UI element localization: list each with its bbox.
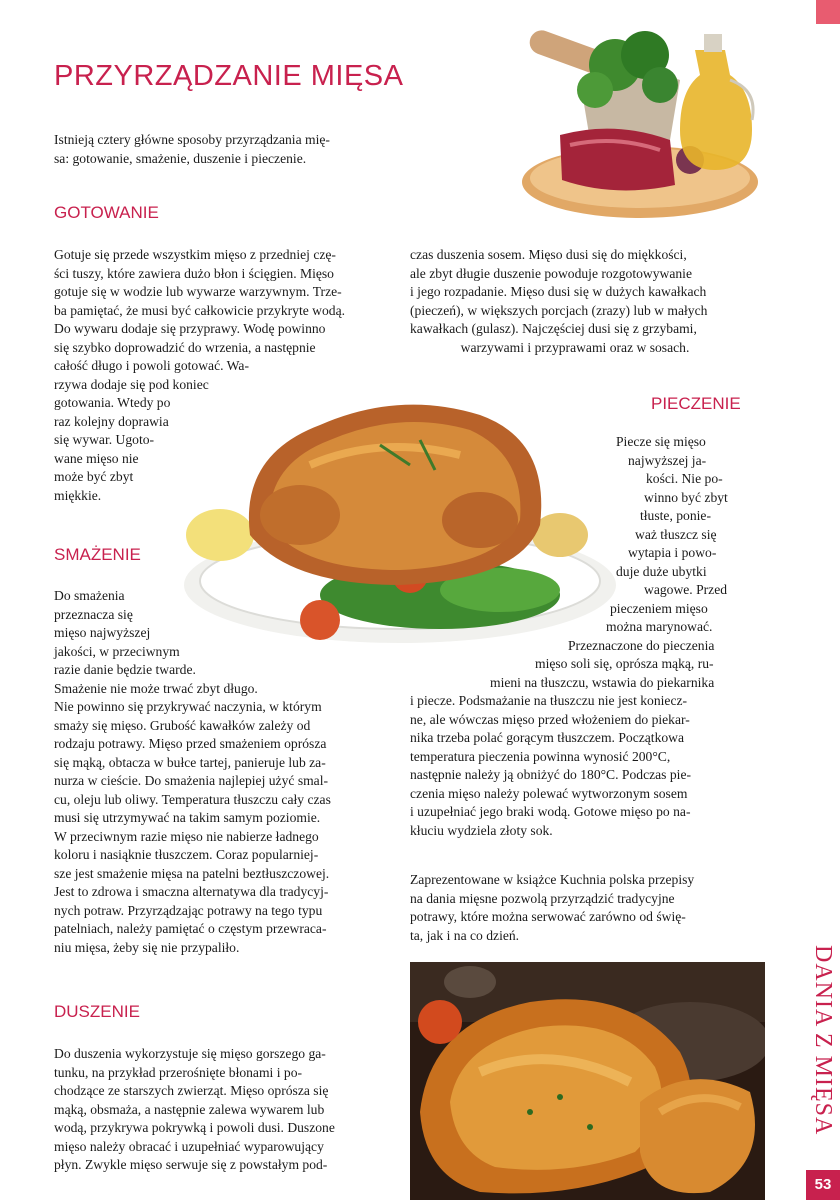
- text-line: Do smażenia: [54, 588, 125, 603]
- text-line: ale zbyt długie duszenie powoduje rozgotowywanie: [410, 265, 692, 281]
- text-line: czas duszenia sosem. Mięso dusi się do miękkości,: [410, 247, 687, 262]
- text-line: sze jest smażenie mięsa na patelni beztłuszczowej.: [54, 865, 330, 881]
- text-line: warzywami i przyprawami oraz w sosach.: [460, 339, 690, 355]
- section-heading-gotowanie: GOTOWANIE: [54, 203, 159, 222]
- text-line: pieczeniem mięso: [610, 600, 708, 616]
- corner-tab: [816, 0, 840, 24]
- text-line: kości. Nie po-: [646, 471, 723, 486]
- text-line: ści tuszy, które zawiera dużo błon i ścięgien. Mięso: [54, 265, 334, 281]
- text-line: i uzupełniać jego braki wodą. Gotowe mięso po na-: [410, 804, 691, 819]
- text-line: Piecze się mięso: [616, 434, 706, 449]
- duszenie-text: [54, 1045, 384, 1175]
- text-line: i jego rozpadanie. Mięso dusi się w dużych kawałkach: [410, 284, 707, 299]
- text-line: nych potraw. Przyrządzając potrawy na tego typu: [54, 902, 323, 918]
- text-line: raz kolejny doprawia: [54, 413, 169, 429]
- text-line: Do wywaru dodaje się przyprawy. Wodę powinno: [54, 321, 326, 336]
- text-line: wytapia i powo-: [628, 545, 717, 560]
- text-line: musi się utrzymywać na takim samym poziomie.: [54, 810, 321, 825]
- text-line: Gotuje się przede wszystkim mięso z przedniej czę-: [54, 247, 336, 262]
- section-heading-duszenie: DUSZENIE: [54, 1002, 140, 1021]
- text-line: gotowania. Wtedy po: [54, 395, 171, 410]
- text-line: Nie powinno się przykrywać naczynia, w którym: [54, 699, 322, 714]
- outro-paragraph: [410, 871, 740, 945]
- page-title: PRZYRZĄDZANIE MIĘSA: [54, 60, 404, 92]
- text-line: mięso soli się, oprósza mąką, ru-: [535, 656, 714, 671]
- text-line: duje duże ubytki: [616, 563, 707, 579]
- intro-line: sa: gotowanie, smażenie, duszenie i pieczenie.: [54, 150, 307, 166]
- text-line: koloru i nasiąknie tłuszczem. Coraz popularniej-: [54, 847, 319, 862]
- text-line: wagowe. Przed: [644, 582, 728, 597]
- text-line: przeznacza się: [54, 606, 133, 622]
- text-line: mieni na tłuszczu, wstawia do piekarnika: [490, 674, 715, 690]
- text-line: mięso najwyższej: [54, 625, 151, 640]
- chapter-side-label: [812, 945, 838, 1165]
- text-line: ba pamiętać, że musi być całkowicie przykryte wodą.: [54, 302, 346, 318]
- text-line: kawałkach (gulasz). Najczęściej dusi się z grzybami,: [410, 321, 697, 336]
- text-line: całość długo i powoli gotować. Wa-: [54, 358, 249, 373]
- roast-chickens-closeup-photo: [410, 962, 765, 1200]
- text-line: rzywa dodaje się pod koniec: [54, 376, 209, 392]
- text-line: mięso należy obracać i uzupełniać wyparowujący: [54, 1138, 324, 1154]
- text-line: się mąką, obtacza w bułce tartej, panieruje lub za-: [54, 754, 326, 770]
- smazenie-text: [54, 587, 384, 957]
- text-line: czenia mięso należy polewać wytworzonym sosem: [410, 785, 688, 801]
- text-line: smaży się mięso. Grubość kawałków zależy od: [54, 717, 311, 733]
- text-line: razie danie będzie twarde.: [54, 662, 196, 677]
- text-line: się szybko doprowadzić do wrzenia, a następnie: [54, 339, 316, 355]
- intro-paragraph: [54, 131, 380, 168]
- text-line: mąką, obsmaża, a następnie zalewa wywarem lub: [54, 1101, 325, 1117]
- text-line: tłuste, ponie-: [640, 508, 711, 523]
- text-line: płyn. Zwykle mięso serwuje się z powstałym pod-: [54, 1157, 328, 1172]
- text-line: temperatura pieczenia powinna wynosić 200°C,: [410, 748, 671, 764]
- text-line: patelniach, należy pamiętać o częstym przewraca-: [54, 921, 327, 936]
- text-line: waż tłuszcz się: [635, 526, 717, 542]
- text-line: chodzące ze starszych zwierząt. Mięso oprósza się: [54, 1083, 329, 1098]
- text-line: ta, jak i na co dzień.: [410, 927, 520, 943]
- text-line: nurza w cieście. Do smażenia najlepiej użyć smal-: [54, 773, 329, 788]
- text-line: W przeciwnym razie mięso nie nabierze ładnego: [54, 828, 319, 844]
- intro-line: Istnieją cztery główne sposoby przyrządzania mię-: [54, 132, 330, 147]
- text-line: jakości, w przeciwnym: [54, 643, 180, 659]
- text-line: gotuje się w wodzie lub wywarze warzywnym. Trze-: [54, 284, 342, 299]
- chapter-side-label-text: DANIA Z MIĘSA: [810, 945, 836, 1136]
- page-number: 53: [806, 1170, 840, 1200]
- text-line: najwyższej ja-: [628, 452, 707, 468]
- text-line: Przeznaczone do pieczenia: [568, 637, 715, 653]
- text-line: wane mięso nie: [54, 450, 139, 466]
- text-line: (pieczeń), w większych porcjach (zrazy) lub w małych: [410, 302, 708, 318]
- text-line: cu, oleju lub oliwy. Temperatura tłuszczu cały czas: [54, 791, 331, 807]
- text-line: następnie należy ją obniżyć do 180°C. Podczas pie-: [410, 767, 692, 782]
- text-line: rodzaju potrawy. Mięso przed smażeniem oprósza: [54, 736, 327, 751]
- raw-meat-herbs-oil-photo: [520, 20, 760, 220]
- text-line: potrawy, które można serwować zarówno od świę-: [410, 909, 686, 924]
- duszenie-continued-text: [410, 246, 740, 357]
- section-heading-pieczenie: PIECZENIE: [651, 394, 741, 413]
- pieczenie-text: [410, 433, 740, 840]
- text-line: tunku, na przykład przerośnięte błonami i po-: [54, 1064, 303, 1080]
- text-line: Jest to zdrowa i smaczna alternatywa dla tradycyj-: [54, 884, 329, 899]
- text-line: na dania mięsne pozwolą przyrządzić tradycyjne: [410, 890, 675, 906]
- text-line: Smażenie nie może trwać zbyt długo.: [54, 680, 258, 696]
- text-line: wodą, przykrywa pokrywką i powoli dusi. Duszone: [54, 1120, 335, 1135]
- text-line: i piecze. Podsmażanie na tłuszczu nie jest koniecz-: [410, 693, 688, 708]
- text-line: ne, ale wówczas mięso przed włożeniem do piekar-: [410, 711, 690, 727]
- text-line: można marynować.: [606, 619, 713, 634]
- text-line: winno być zbyt: [644, 489, 728, 505]
- text-line: się wywar. Ugoto-: [54, 432, 155, 447]
- text-line: Zaprezentowane w książce Kuchnia polska przepisy: [410, 872, 695, 887]
- text-line: nika trzeba polać gorącym tłuszczem. Początkowa: [410, 730, 685, 745]
- text-line: Do duszenia wykorzystuje się mięso gorszego ga-: [54, 1046, 326, 1061]
- text-line: miękkie.: [54, 487, 102, 503]
- text-line: kłuciu wydziela złoty sok.: [410, 822, 553, 838]
- text-line: może być zbyt: [54, 469, 134, 484]
- text-line: niu mięsa, żeby się nie przypaliło.: [54, 939, 240, 955]
- section-heading-smazenie: SMAŻENIE: [54, 545, 141, 564]
